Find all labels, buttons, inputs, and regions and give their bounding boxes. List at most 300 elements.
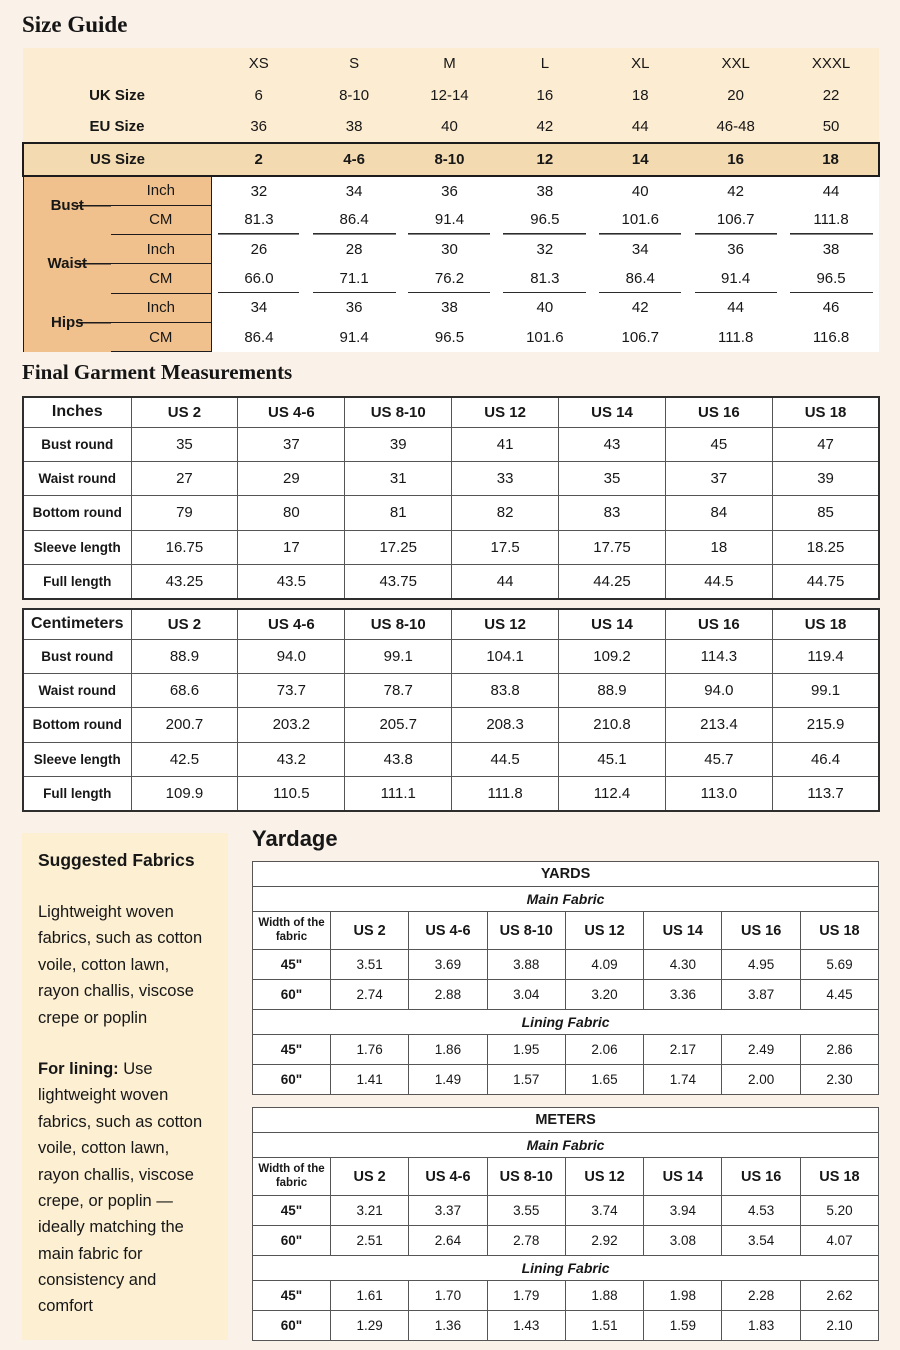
measurement-inch-row [23, 176, 879, 205]
size-label-cell: XS [211, 48, 306, 79]
us-size-header-cell: US 18 [772, 397, 879, 427]
yardage-value-cell: 3.08 [644, 1226, 722, 1256]
garment-value-cell: 45 [665, 427, 772, 461]
yardage-table-yards [252, 861, 879, 1095]
fabric-band-cell: Lining Fabric [253, 1256, 879, 1281]
garment-row-label-cell: Sleeve length [23, 742, 131, 776]
yardage-data-row [253, 1311, 879, 1341]
unit-label-cell: CM [111, 264, 211, 293]
garment-value-cell: 83.8 [452, 673, 559, 707]
garment-value-cell: 18 [665, 530, 772, 564]
yardage-value-cell: 1.74 [644, 1065, 722, 1095]
suggested-fabrics-title: Suggested Fabrics [38, 850, 195, 870]
garment-value-cell: 46.4 [772, 742, 879, 776]
fabric-band-cell: Main Fabric [253, 887, 879, 912]
size-label-cell: XXL [688, 48, 783, 79]
fabric-width-cell: 45" [253, 1196, 331, 1226]
garment-value-cell: 29 [238, 461, 345, 495]
yardage-value-cell: 2.88 [409, 980, 487, 1010]
yardage-header-row [253, 1158, 879, 1196]
garment-value-cell: 44 [452, 565, 559, 599]
size-value-cell: 46-48 [688, 111, 783, 143]
measurement-value-cell: 111.8 [688, 322, 783, 351]
size-guide-table [22, 48, 880, 352]
us-size-row [23, 143, 879, 176]
measurement-value-cell: 46 [783, 293, 878, 322]
garment-value-cell: 99.1 [345, 639, 452, 673]
measurement-value-cell: 32 [497, 235, 592, 264]
garment-value-cell: 82 [452, 496, 559, 530]
garment-value-cell: 43.75 [345, 565, 452, 599]
yardage-value-cell: 2.86 [800, 1035, 878, 1065]
garment-value-cell: 44.5 [665, 565, 772, 599]
yardage-value-cell: 2.10 [800, 1311, 878, 1341]
unit-band-row [253, 862, 879, 887]
yardage-value-cell: 1.36 [409, 1311, 487, 1341]
measurement-inch-row [23, 293, 879, 322]
yardage-value-cell: 1.65 [565, 1065, 643, 1095]
garment-value-cell: 203.2 [238, 708, 345, 742]
unit-band-row [253, 1108, 879, 1133]
garment-value-cell: 111.8 [452, 777, 559, 811]
us-size-header-cell: US 14 [559, 397, 666, 427]
us-size-header-cell: US 8-10 [487, 1158, 565, 1196]
yardage-value-cell: 1.57 [487, 1065, 565, 1095]
garment-value-cell: 42.5 [131, 742, 238, 776]
us-size-header-cell: US 14 [644, 1158, 722, 1196]
garment-header-row [23, 397, 879, 427]
size-label-cell: XXXL [783, 48, 878, 79]
garment-data-row [23, 530, 879, 564]
garment-value-cell: 110.5 [238, 777, 345, 811]
garment-value-cell: 80 [238, 496, 345, 530]
us-size-header-cell: US 14 [644, 912, 722, 950]
yardage-value-cell: 3.55 [487, 1196, 565, 1226]
garment-value-cell: 112.4 [559, 777, 666, 811]
garment-table-inches [22, 396, 880, 600]
yardage-data-row [253, 1035, 879, 1065]
unit-header-cell: Centimeters [23, 609, 131, 639]
us-size-header-cell: US 2 [131, 609, 238, 639]
yardage-value-cell: 3.74 [565, 1196, 643, 1226]
yardage-value-cell: 1.98 [644, 1281, 722, 1311]
measurement-cm-row [23, 322, 879, 351]
garment-value-cell: 88.9 [131, 639, 238, 673]
garment-data-row [23, 708, 879, 742]
measurement-cm-row [23, 205, 879, 234]
size-value-cell: 4-6 [306, 143, 401, 176]
size-guide-table-wrap [22, 48, 880, 352]
us-size-header-cell: US 16 [722, 1158, 800, 1196]
yardage-value-cell: 1.59 [644, 1311, 722, 1341]
garment-value-cell: 111.1 [345, 777, 452, 811]
garment-value-cell: 200.7 [131, 708, 238, 742]
garment-value-cell: 44.25 [559, 565, 666, 599]
yardage-value-cell: 3.37 [409, 1196, 487, 1226]
garment-value-cell: 16.75 [131, 530, 238, 564]
yardage-value-cell: 3.69 [409, 950, 487, 980]
us-size-header-cell: US 12 [452, 397, 559, 427]
measurement-value-cell: 40 [497, 293, 592, 322]
garment-value-cell: 81 [345, 496, 452, 530]
garment-data-row [23, 639, 879, 673]
size-value-cell: 16 [688, 143, 783, 176]
yardage-value-cell: 4.95 [722, 950, 800, 980]
garment-value-cell: 17.75 [559, 530, 666, 564]
row-label-cell: US Size [23, 143, 211, 176]
unit-label-cell: CM [111, 322, 211, 351]
blank-cell [23, 48, 211, 79]
fabric-width-cell: 60" [253, 1226, 331, 1256]
us-size-header-cell: US 8-10 [345, 397, 452, 427]
yardage-header-row [253, 912, 879, 950]
measurement-value-cell: 38 [783, 235, 878, 264]
garment-value-cell: 109.9 [131, 777, 238, 811]
yardage-value-cell: 4.53 [722, 1196, 800, 1226]
garment-row-label-cell: Bottom round [23, 496, 131, 530]
garment-data-row [23, 777, 879, 811]
us-size-header-cell: US 2 [131, 397, 238, 427]
lining-label: For lining: [38, 1059, 119, 1078]
yardage-value-cell: 2.49 [722, 1035, 800, 1065]
measurement-value-cell: 66.0 [211, 264, 306, 293]
garment-header-row [23, 609, 879, 639]
garment-value-cell: 39 [772, 461, 879, 495]
measurement-value-cell: 96.5 [402, 322, 497, 351]
garment-data-row [23, 565, 879, 599]
garment-row-label-cell: Bust round [23, 427, 131, 461]
us-size-header-cell: US 4-6 [238, 397, 345, 427]
garment-value-cell: 43.5 [238, 565, 345, 599]
size-value-cell: 8-10 [402, 143, 497, 176]
eu-size-row [23, 111, 879, 143]
garment-value-cell: 35 [131, 427, 238, 461]
unit-label-cell: CM [111, 205, 211, 234]
us-size-header-cell: US 18 [772, 609, 879, 639]
garment-value-cell: 17.25 [345, 530, 452, 564]
yardage-value-cell: 1.88 [565, 1281, 643, 1311]
garment-table-centimeters [22, 608, 880, 812]
yardage-value-cell: 3.88 [487, 950, 565, 980]
yardage-value-cell: 3.21 [331, 1196, 409, 1226]
unit-label-cell: Inch [111, 293, 211, 322]
garment-value-cell: 78.7 [345, 673, 452, 707]
row-label-cell: EU Size [23, 111, 211, 143]
us-size-header-cell: US 4-6 [409, 1158, 487, 1196]
measurement-value-cell: 28 [306, 235, 401, 264]
yardage-value-cell: 1.29 [331, 1311, 409, 1341]
garment-data-row [23, 742, 879, 776]
size-value-cell: 18 [783, 143, 878, 176]
yardage-value-cell: 1.95 [487, 1035, 565, 1065]
garment-value-cell: 17.5 [452, 530, 559, 564]
us-size-header-cell: US 4-6 [409, 912, 487, 950]
garment-row-label-cell: Full length [23, 565, 131, 599]
yardage-value-cell: 3.20 [565, 980, 643, 1010]
garment-value-cell: 94.0 [665, 673, 772, 707]
row-label-cell: UK Size [23, 79, 211, 111]
us-size-header-cell: US 2 [331, 912, 409, 950]
yardage-value-cell: 3.04 [487, 980, 565, 1010]
size-value-cell: 12-14 [402, 79, 497, 111]
yardage-data-row [253, 1065, 879, 1095]
yardage-data-row [253, 1226, 879, 1256]
size-value-cell: 40 [402, 111, 497, 143]
fabric-band-row [253, 1256, 879, 1281]
measurement-value-cell: 86.4 [211, 322, 306, 351]
yardage-value-cell: 1.79 [487, 1281, 565, 1311]
size-value-cell: 2 [211, 143, 306, 176]
garment-data-row [23, 427, 879, 461]
fabric-width-cell: 60" [253, 1311, 331, 1341]
measurement-value-cell: 81.3 [497, 264, 592, 293]
lining-text: Use lightweight woven fabrics, such as cotton voile, cotton lawn, rayon challis, viscose crepe, or poplin — ideally matching the main fabric for consistency and comfort [38, 1059, 203, 1316]
yardage-title: Yardage [252, 826, 338, 851]
size-label-cell: L [497, 48, 592, 79]
measurement-value-cell: 106.7 [593, 322, 688, 351]
measurement-cm-row [23, 264, 879, 293]
size-value-cell: 20 [688, 79, 783, 111]
yardage-value-cell: 2.51 [331, 1226, 409, 1256]
size-value-cell: 36 [211, 111, 306, 143]
uk-size-row [23, 79, 879, 111]
measurement-value-cell: 40 [593, 176, 688, 205]
measurement-value-cell: 30 [402, 235, 497, 264]
garment-value-cell: 31 [345, 461, 452, 495]
measurement-value-cell: 91.4 [402, 205, 497, 234]
unit-band-cell: YARDS [253, 862, 879, 887]
yardage-value-cell: 1.70 [409, 1281, 487, 1311]
yardage-value-cell: 1.83 [722, 1311, 800, 1341]
fabric-band-cell: Main Fabric [253, 1133, 879, 1158]
us-size-header-cell: US 12 [565, 1158, 643, 1196]
width-header-cell: Width of the fabric [253, 1158, 331, 1196]
yardage-value-cell: 4.07 [800, 1226, 878, 1256]
us-size-header-cell: US 16 [722, 912, 800, 950]
yardage-data-row [253, 1196, 879, 1226]
garment-value-cell: 215.9 [772, 708, 879, 742]
garment-value-cell: 113.0 [665, 777, 772, 811]
yardage-value-cell: 4.45 [800, 980, 878, 1010]
garment-value-cell: 73.7 [238, 673, 345, 707]
us-size-header-cell: US 12 [452, 609, 559, 639]
garment-data-row [23, 461, 879, 495]
yardage-value-cell: 2.06 [565, 1035, 643, 1065]
garment-value-cell: 37 [238, 427, 345, 461]
garment-value-cell: 39 [345, 427, 452, 461]
fabric-band-row [253, 1010, 879, 1035]
garment-value-cell: 18.25 [772, 530, 879, 564]
suggested-fabrics-text: Lightweight woven fabrics, such as cotton voile, cotton lawn, rayon challis, viscose crepe or poplin [38, 903, 203, 1027]
unit-header-cell: Inches [23, 397, 131, 427]
yardage-value-cell: 3.87 [722, 980, 800, 1010]
yardage-value-cell: 2.74 [331, 980, 409, 1010]
yardage-value-cell: 4.30 [644, 950, 722, 980]
measurement-value-cell: 32 [211, 176, 306, 205]
measurement-value-cell: 91.4 [688, 264, 783, 293]
size-value-cell: 8-10 [306, 79, 401, 111]
unit-label-cell: Inch [111, 176, 211, 205]
size-value-cell: 18 [593, 79, 688, 111]
garment-value-cell: 119.4 [772, 639, 879, 673]
measurement-value-cell: 116.8 [783, 322, 878, 351]
yardage-value-cell: 5.69 [800, 950, 878, 980]
measurement-value-cell: 71.1 [306, 264, 401, 293]
measurement-value-cell: 42 [593, 293, 688, 322]
width-header-cell: Width of the fabric [253, 912, 331, 950]
us-size-header-cell: US 14 [559, 609, 666, 639]
yardage-data-row [253, 950, 879, 980]
yardage-value-cell: 1.76 [331, 1035, 409, 1065]
garment-row-label-cell: Sleeve length [23, 530, 131, 564]
garment-value-cell: 17 [238, 530, 345, 564]
measurement-value-cell: 36 [688, 235, 783, 264]
yardage-value-cell: 2.64 [409, 1226, 487, 1256]
garment-value-cell: 113.7 [772, 777, 879, 811]
size-label-cell: M [402, 48, 497, 79]
fabric-width-cell: 60" [253, 980, 331, 1010]
garment-row-label-cell: Waist round [23, 461, 131, 495]
yardage-value-cell: 2.00 [722, 1065, 800, 1095]
garment-value-cell: 33 [452, 461, 559, 495]
yardage-data-row [253, 980, 879, 1010]
yardage-value-cell: 2.17 [644, 1035, 722, 1065]
garment-value-cell: 44.75 [772, 565, 879, 599]
garment-value-cell: 41 [452, 427, 559, 461]
us-size-header-cell: US 8-10 [345, 609, 452, 639]
measurement-value-cell: 38 [402, 293, 497, 322]
us-size-header-cell: US 16 [665, 397, 772, 427]
garment-value-cell: 27 [131, 461, 238, 495]
measurement-value-cell: 42 [688, 176, 783, 205]
yardage-value-cell: 1.41 [331, 1065, 409, 1095]
fabric-width-cell: 45" [253, 950, 331, 980]
garment-value-cell: 109.2 [559, 639, 666, 673]
unit-band-cell: METERS [253, 1108, 879, 1133]
measurement-inch-row [23, 235, 879, 264]
garment-row-label-cell: Full length [23, 777, 131, 811]
garment-data-row [23, 673, 879, 707]
measurement-value-cell: 101.6 [593, 205, 688, 234]
garment-value-cell: 104.1 [452, 639, 559, 673]
garment-value-cell: 84 [665, 496, 772, 530]
size-value-cell: 12 [497, 143, 592, 176]
garment-data-row [23, 496, 879, 530]
measurement-value-cell: 36 [402, 176, 497, 205]
us-size-header-cell: US 18 [800, 912, 878, 950]
yardage-table-meters [252, 1107, 879, 1341]
size-value-cell: 50 [783, 111, 878, 143]
garment-value-cell: 85 [772, 496, 879, 530]
yardage-value-cell: 1.61 [331, 1281, 409, 1311]
yardage-value-cell: 2.62 [800, 1281, 878, 1311]
size-value-cell: 22 [783, 79, 878, 111]
measurement-value-cell: 101.6 [497, 322, 592, 351]
garment-value-cell: 208.3 [452, 708, 559, 742]
size-value-cell: 44 [593, 111, 688, 143]
measurement-value-cell: 96.5 [497, 205, 592, 234]
us-size-header-cell: US 18 [800, 1158, 878, 1196]
us-size-header-cell: US 16 [665, 609, 772, 639]
measurement-value-cell: 44 [688, 293, 783, 322]
unit-label-cell: Inch [111, 235, 211, 264]
garment-value-cell: 213.4 [665, 708, 772, 742]
measurement-value-cell: 76.2 [402, 264, 497, 293]
measurement-label-cell: Bust [23, 176, 111, 235]
yardage-value-cell: 3.51 [331, 950, 409, 980]
garment-value-cell: 83 [559, 496, 666, 530]
fabric-band-cell: Lining Fabric [253, 1010, 879, 1035]
measurement-value-cell: 34 [211, 293, 306, 322]
yardage-value-cell: 1.49 [409, 1065, 487, 1095]
garment-row-label-cell: Bottom round [23, 708, 131, 742]
fabric-band-row [253, 887, 879, 912]
garment-measurements-title: Final Garment Measurements [22, 360, 293, 384]
measurement-label-cell: Waist [23, 235, 111, 294]
yardage-value-cell: 1.86 [409, 1035, 487, 1065]
garment-value-cell: 37 [665, 461, 772, 495]
measurement-label-cell: Hips [23, 293, 111, 352]
yardage-value-cell: 1.51 [565, 1311, 643, 1341]
size-value-cell: 6 [211, 79, 306, 111]
size-value-cell: 14 [593, 143, 688, 176]
measurement-value-cell: 106.7 [688, 205, 783, 234]
us-size-header-cell: US 4-6 [238, 609, 345, 639]
yardage-value-cell: 2.78 [487, 1226, 565, 1256]
measurement-value-cell: 44 [783, 176, 878, 205]
us-size-header-cell: US 8-10 [487, 912, 565, 950]
us-size-header-cell: US 12 [565, 912, 643, 950]
us-size-header-cell: US 2 [331, 1158, 409, 1196]
garment-value-cell: 114.3 [665, 639, 772, 673]
yardage-value-cell: 2.30 [800, 1065, 878, 1095]
measurement-value-cell: 91.4 [306, 322, 401, 351]
fabric-width-cell: 60" [253, 1065, 331, 1095]
suggested-fabrics-box [22, 833, 228, 1340]
garment-value-cell: 99.1 [772, 673, 879, 707]
yardage-value-cell: 3.36 [644, 980, 722, 1010]
garment-value-cell: 88.9 [559, 673, 666, 707]
garment-row-label-cell: Bust round [23, 639, 131, 673]
measurement-value-cell: 86.4 [593, 264, 688, 293]
measurement-value-cell: 96.5 [783, 264, 878, 293]
garment-value-cell: 45.7 [665, 742, 772, 776]
garment-value-cell: 43.25 [131, 565, 238, 599]
garment-value-cell: 35 [559, 461, 666, 495]
measurement-value-cell: 111.8 [783, 205, 878, 234]
measurement-value-cell: 81.3 [211, 205, 306, 234]
garment-value-cell: 68.6 [131, 673, 238, 707]
size-value-cell: 38 [306, 111, 401, 143]
measurement-value-cell: 34 [306, 176, 401, 205]
garment-value-cell: 45.1 [559, 742, 666, 776]
size-value-cell: 42 [497, 111, 592, 143]
yardage-value-cell: 3.54 [722, 1226, 800, 1256]
garment-row-label-cell: Waist round [23, 673, 131, 707]
garment-value-cell: 43.2 [238, 742, 345, 776]
size-value-cell: 16 [497, 79, 592, 111]
garment-value-cell: 44.5 [452, 742, 559, 776]
fabric-width-cell: 45" [253, 1035, 331, 1065]
garment-value-cell: 210.8 [559, 708, 666, 742]
yardage-value-cell: 3.94 [644, 1196, 722, 1226]
measurement-value-cell: 26 [211, 235, 306, 264]
garment-value-cell: 43 [559, 427, 666, 461]
measurement-value-cell: 36 [306, 293, 401, 322]
size-label-cell: XL [593, 48, 688, 79]
size-label-cell: S [306, 48, 401, 79]
measurement-value-cell: 86.4 [306, 205, 401, 234]
